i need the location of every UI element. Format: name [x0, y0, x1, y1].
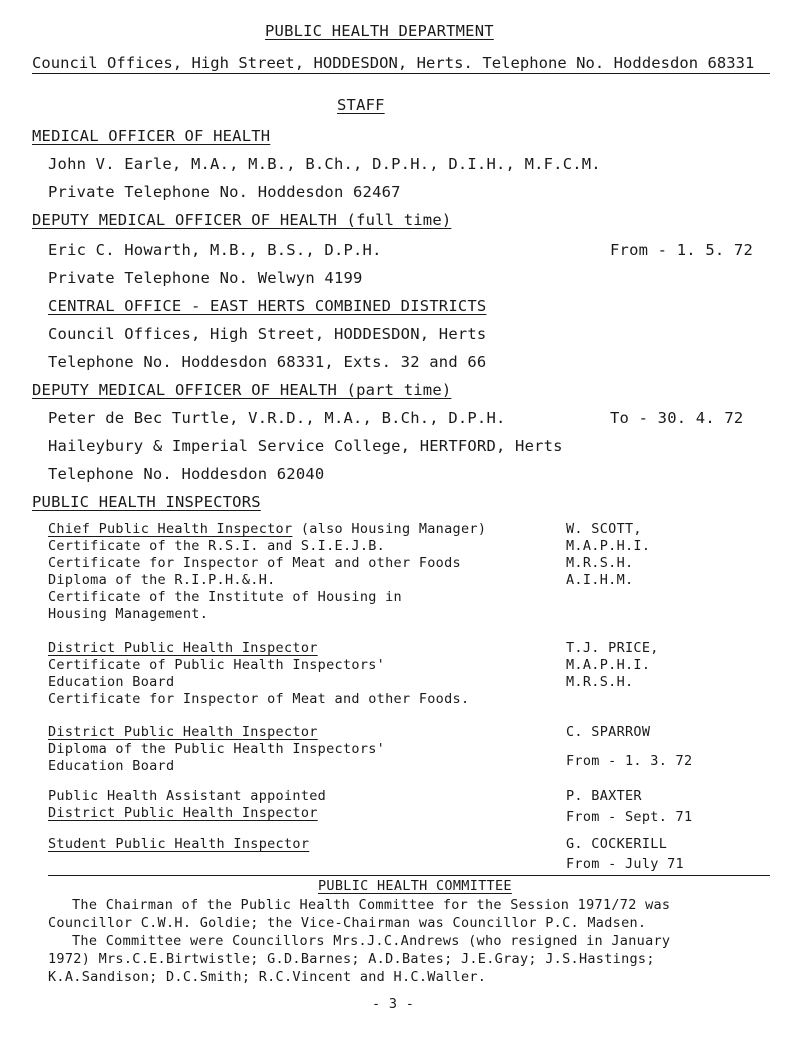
dmoh-full-name: Eric C. Howarth, M.B., B.S., D.P.H.: [48, 241, 382, 259]
chief-qualification: Certificate for Inspector of Meat and other Foods: [48, 555, 461, 571]
chief-credential: M.R.S.H.: [566, 555, 634, 571]
chief-name: W. SCOTT,: [566, 521, 642, 537]
chief-inspector-title: [48, 523, 486, 537]
chief-credential: A.I.H.M.: [566, 572, 634, 588]
committee-heading: PUBLIC HEALTH COMMITTEE: [318, 878, 512, 894]
dmoh-part-date: To - 30. 4. 72: [610, 409, 744, 427]
committee-text-line: Councillor C.W.H. Goldie; the Vice-Chairman was Councillor P.C. Madsen.: [48, 915, 647, 931]
chief-credential: M.A.P.H.I.: [566, 538, 651, 554]
committee-text-line: K.A.Sandison; D.C.Smith; R.C.Vincent and H.C.Waller.: [48, 969, 487, 985]
dmoh-full-heading: DEPUTY MEDICAL OFFICER OF HEALTH (full time): [32, 211, 452, 229]
dmoh-part-college: Haileybury & Imperial Service College, HERTFORD, Herts: [48, 437, 563, 455]
assistant-title: Public Health Assistant appointed: [48, 788, 327, 804]
district-credential: M.R.S.H.: [566, 674, 634, 690]
chief-qualification: Housing Management.: [48, 606, 209, 622]
student-date: From - July 71: [566, 856, 684, 872]
committee-text-line: 1972) Mrs.C.E.Birtwistle; G.D.Barnes; A.D.Bates; J.E.Gray; J.S.Hastings;: [48, 951, 655, 967]
dmoh-part-name: Peter de Bec Turtle, V.R.D., M.A., B.Ch., D.P.H.: [48, 409, 506, 427]
chief-qualification: Certificate of the R.S.I. and S.I.E.J.B.: [48, 538, 386, 554]
district-qualification: Diploma of the Public Health Inspectors': [48, 741, 386, 757]
student-title: Student Public Health Inspector: [48, 836, 310, 852]
district-qualification: Certificate for Inspector of Meat and other Foods.: [48, 691, 470, 707]
district-qualification: Certificate of Public Health Inspectors': [48, 657, 386, 673]
district-qualification: Education Board: [48, 758, 175, 774]
dmoh-part-heading: DEPUTY MEDICAL OFFICER OF HEALTH (part time): [32, 381, 452, 399]
dmoh-full-date: From - 1. 5. 72: [610, 241, 753, 259]
dmoh-full-phone: Private Telephone No. Welwyn 4199: [48, 269, 363, 287]
chief-qualification: Certificate of the Institute of Housing in: [48, 589, 402, 605]
central-office-heading: CENTRAL OFFICE - EAST HERTS COMBINED DISTRICTS: [48, 297, 487, 315]
assistant-name: P. BAXTER: [566, 788, 642, 804]
central-office-address: Council Offices, High Street, HODDESDON, Herts: [48, 325, 487, 343]
section-rule: [48, 875, 770, 876]
staff-title: STAFF: [337, 96, 385, 114]
moh-phone: Private Telephone No. Hoddesdon 62467: [48, 183, 401, 201]
assistant-title-line2: District Public Health Inspector: [48, 805, 318, 821]
chief-qualification: Diploma of the R.I.P.H.&.H.: [48, 572, 276, 588]
page-number: - 3 -: [372, 996, 415, 1012]
district-credential: M.A.P.H.I.: [566, 657, 651, 673]
district-qualification: Education Board: [48, 674, 175, 690]
district-inspector-title: District Public Health Inspector: [48, 640, 318, 656]
chief-inspector-role: Chief Public Health Inspector: [48, 521, 293, 537]
district-inspector-title: District Public Health Inspector: [48, 724, 318, 740]
inspectors-heading: PUBLIC HEALTH INSPECTORS: [32, 493, 261, 511]
department-title: PUBLIC HEALTH DEPARTMENT: [265, 22, 494, 40]
district-name: T.J. PRICE,: [566, 640, 659, 656]
dmoh-part-phone: Telephone No. Hoddesdon 62040: [48, 465, 325, 483]
central-office-phone: Telephone No. Hoddesdon 68331, Exts. 32 and 66: [48, 353, 487, 371]
district-name: C. SPARROW: [566, 724, 651, 740]
moh-heading: MEDICAL OFFICER OF HEALTH: [32, 127, 271, 145]
student-name: G. COCKERILL: [566, 836, 668, 852]
moh-name: John V. Earle, M.A., M.B., B.Ch., D.P.H., D.I.H., M.F.C.M.: [48, 155, 601, 173]
committee-text-line: The Chairman of the Public Health Committee for the Session 1971/72 was: [72, 897, 671, 913]
assistant-date: From - Sept. 71: [566, 809, 693, 825]
department-address: Council Offices, High Street, HODDESDON, Herts. Telephone No. Hoddesdon 68331: [32, 54, 755, 72]
chief-inspector-note: (also Housing Manager): [292, 521, 487, 537]
committee-text-line: The Committee were Councillors Mrs.J.C.Andrews (who resigned in January: [72, 933, 671, 949]
district-date: From - 1. 3. 72: [566, 753, 693, 769]
header-rule: [32, 73, 770, 74]
